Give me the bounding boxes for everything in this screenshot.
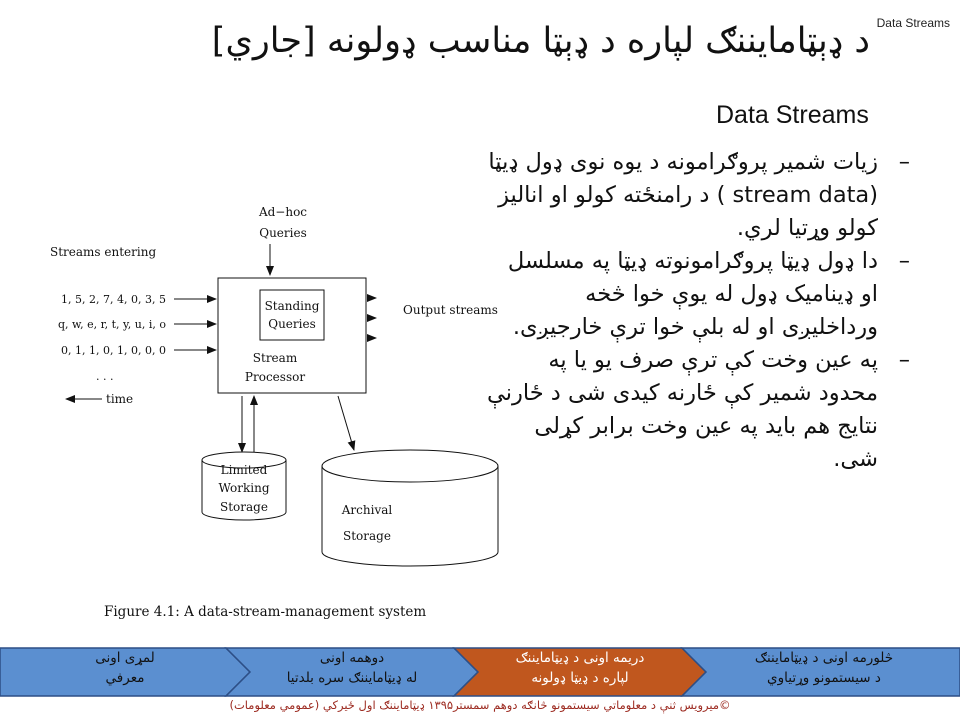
processor-label-line1: Stream — [252, 351, 298, 365]
stream-line-numbers: 1, 5, 2, 7, 4, 0, 3, 5 — [61, 293, 166, 306]
slide-corner-label: Data Streams — [876, 16, 950, 30]
stream-line-bits: 0, 1, 1, 0, 1, 0, 0, 0 — [61, 344, 166, 357]
standing-label-line1: Standing — [264, 299, 320, 313]
bullet-text: زيات شمير پروګرامونه د يوه نوی ډول ډيټا (stream data ) د رامنځته کولو او انالیز کولو وړتیا لري. — [488, 149, 878, 241]
nav-label-line: څلورمه اونی د ډیټامايننګ — [754, 650, 894, 666]
data-stream-diagram — [30, 200, 498, 543]
archival-label-line1: Archival — [341, 503, 393, 517]
limited-label-line1: Limited — [220, 463, 268, 477]
nav-label-week-2 — [250, 648, 454, 696]
stream-line-letters: q, w, e, r, t, y, u, i, o — [57, 318, 166, 331]
archival-arrow — [338, 396, 354, 450]
adhoc-label-line1: Ad−hoc — [258, 205, 308, 219]
nav-label-week-3 — [478, 648, 682, 696]
time-label: time — [106, 392, 134, 406]
nav-label-line: معرفي — [105, 670, 145, 686]
bullet-text: دا ډول ډيټا پروګرامونوته ډيټا په مسلسل او ډيناميک ډول له يوې خوا څخه ورداخليږی او له بلې خوا ترې خارجيږی. — [507, 248, 878, 340]
processor-label-line2: Processor — [244, 370, 306, 384]
nav-label-line: لپاره د ډيټا ډولونه — [531, 670, 629, 686]
archival-storage-top — [322, 450, 498, 482]
standing-label-line2: Queries — [268, 317, 316, 331]
adhoc-label-line2: Queries — [259, 226, 307, 240]
bullet-item — [484, 245, 910, 344]
bullet-marker: – — [898, 149, 910, 175]
bullet-marker: – — [898, 248, 910, 274]
output-streams-label: Output streams — [403, 303, 498, 317]
limited-label-line3: Storage — [220, 500, 268, 514]
bullet-item — [484, 344, 910, 476]
archival-label-line2: Storage — [343, 529, 391, 543]
stream-ellipsis: . . . — [96, 370, 114, 383]
subheading: Data Streams — [716, 101, 869, 129]
nav-label-week-4 — [706, 648, 942, 696]
bullet-marker: – — [898, 347, 910, 373]
slide-footer: ©ميرويس ثنې د معلوماتي سيستمونو څانګه دوهم سمستر۱۳۹۵ ډيټامايننګ اول ځيرکي (عمومي معلومات) — [229, 698, 731, 712]
limited-label-line2: Working — [218, 481, 270, 495]
nav-label-line: دريمه اونی د ډیټامايننګ — [515, 650, 645, 666]
nav-label-line: له ډیټامایننګ سره بلدتيا — [286, 670, 418, 686]
nav-label-line: لمړی اونی — [95, 650, 155, 666]
streams-entering-label: Streams entering — [50, 245, 157, 259]
nav-label-line: د سيستمونو وړتياوي — [767, 670, 881, 686]
standing-queries-box — [260, 290, 324, 340]
nav-label-week-1 — [40, 648, 210, 696]
bullet-item — [484, 146, 910, 245]
bullet-text: په عین وخت کې ترې صرف يو يا په محدود شمير کې ځارنه کيدی شی د ځارنې نتايج هم بايد په عين وخت برابر کړلی شی. — [486, 347, 878, 472]
nav-label-line: دوهمه اونی — [319, 650, 385, 666]
slide-title: د ډېټامايننګ لپاره د ډېټا مناسب ډولونه [جاري] — [211, 21, 870, 61]
figure-caption: Figure 4.1: A data-stream-management system — [104, 604, 427, 620]
bullet-list — [484, 146, 910, 476]
